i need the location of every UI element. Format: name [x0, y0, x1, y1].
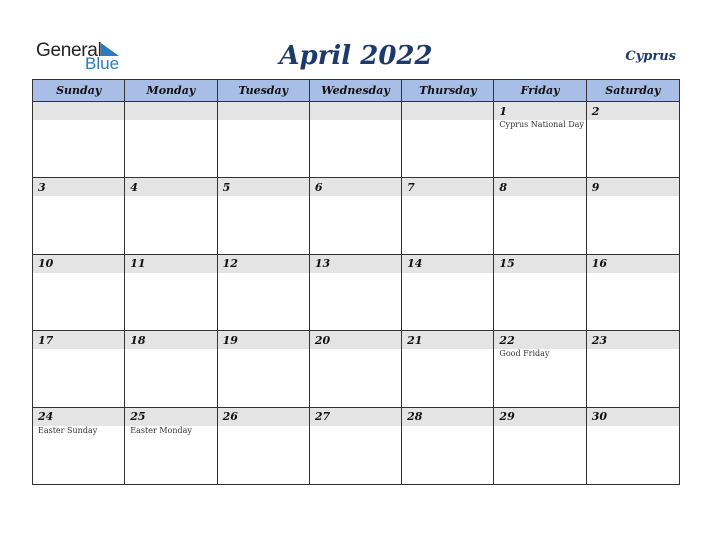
- day-cell: [310, 255, 402, 331]
- day-cell: [33, 331, 125, 407]
- day-number: 24: [33, 408, 124, 426]
- day-cell: [310, 331, 402, 407]
- day-number: 30: [587, 408, 679, 426]
- day-cell: [494, 408, 586, 484]
- day-cell: [33, 408, 125, 484]
- day-number: 6: [310, 178, 401, 196]
- day-cell: [218, 255, 310, 331]
- day-number: 28: [402, 408, 493, 426]
- day-cell: [125, 102, 217, 178]
- weekday-header-friday: Friday: [494, 80, 586, 102]
- holiday-label: Easter Monday: [130, 425, 192, 435]
- day-number: 21: [402, 331, 493, 349]
- weekday-header-tuesday: Tuesday: [218, 80, 310, 102]
- day-cell: [587, 102, 679, 178]
- day-number: 3: [33, 178, 124, 196]
- logo-text-blue: Blue: [85, 54, 120, 73]
- day-number: [402, 102, 493, 120]
- day-cell: [310, 408, 402, 484]
- day-cell: [402, 178, 494, 254]
- calendar-title: April 2022: [279, 41, 433, 71]
- weekday-header-sunday: Sunday: [33, 80, 125, 102]
- day-number: 23: [587, 331, 679, 349]
- day-cell: [218, 408, 310, 484]
- day-cell: [587, 331, 679, 407]
- day-cell: [587, 408, 679, 484]
- day-cell: [587, 255, 679, 331]
- day-number: [33, 102, 124, 120]
- day-number: 14: [402, 255, 493, 273]
- day-cell: [402, 255, 494, 331]
- day-cell: [494, 178, 586, 254]
- day-number: 17: [33, 331, 124, 349]
- weekday-header-saturday: Saturday: [587, 80, 679, 102]
- day-number: 22: [494, 331, 585, 349]
- day-cell: [587, 178, 679, 254]
- weekday-header-thursday: Thursday: [402, 80, 494, 102]
- day-cell: [310, 102, 402, 178]
- day-number: 9: [587, 178, 679, 196]
- day-number: 15: [494, 255, 585, 273]
- day-cell: [125, 255, 217, 331]
- day-cell: [125, 408, 217, 484]
- day-cell: [494, 255, 586, 331]
- day-cell: [310, 178, 402, 254]
- logo-text-general: General: [36, 40, 102, 61]
- day-number: 5: [218, 178, 309, 196]
- day-cell: [125, 178, 217, 254]
- day-cell: [33, 178, 125, 254]
- weekday-header-wednesday: Wednesday: [310, 80, 402, 102]
- day-cell: [402, 408, 494, 484]
- day-number: 29: [494, 408, 585, 426]
- day-number: 18: [125, 331, 216, 349]
- day-number: 20: [310, 331, 401, 349]
- day-number: 26: [218, 408, 309, 426]
- holiday-label: Easter Sunday: [38, 425, 98, 435]
- day-cell: [494, 102, 586, 178]
- day-number: 11: [125, 255, 216, 273]
- day-number: 12: [218, 255, 309, 273]
- weekday-header-monday: Monday: [125, 80, 217, 102]
- day-number: 7: [402, 178, 493, 196]
- day-cell: [33, 255, 125, 331]
- day-number: 13: [310, 255, 401, 273]
- day-number: 16: [587, 255, 679, 273]
- day-cell: [218, 178, 310, 254]
- day-number: 25: [125, 408, 216, 426]
- calendar-grid: [32, 79, 680, 485]
- day-number: 27: [310, 408, 401, 426]
- day-number: 19: [218, 331, 309, 349]
- day-number: 8: [494, 178, 585, 196]
- day-number: [310, 102, 401, 120]
- day-number: [218, 102, 309, 120]
- day-cell: [402, 102, 494, 178]
- country-label: Cyprus: [625, 49, 676, 64]
- day-number: 10: [33, 255, 124, 273]
- day-cell: [218, 102, 310, 178]
- day-cell: [218, 331, 310, 407]
- day-number: [125, 102, 216, 120]
- day-number: 2: [587, 102, 679, 120]
- holiday-label: Cyprus National Day: [499, 120, 584, 129]
- holiday-label: Good Friday: [499, 349, 550, 359]
- day-cell: [402, 331, 494, 407]
- day-cell: [33, 102, 125, 178]
- day-cell: [494, 331, 586, 407]
- day-cell: [125, 331, 217, 407]
- day-number: 1: [494, 102, 585, 120]
- day-number: 4: [125, 178, 216, 196]
